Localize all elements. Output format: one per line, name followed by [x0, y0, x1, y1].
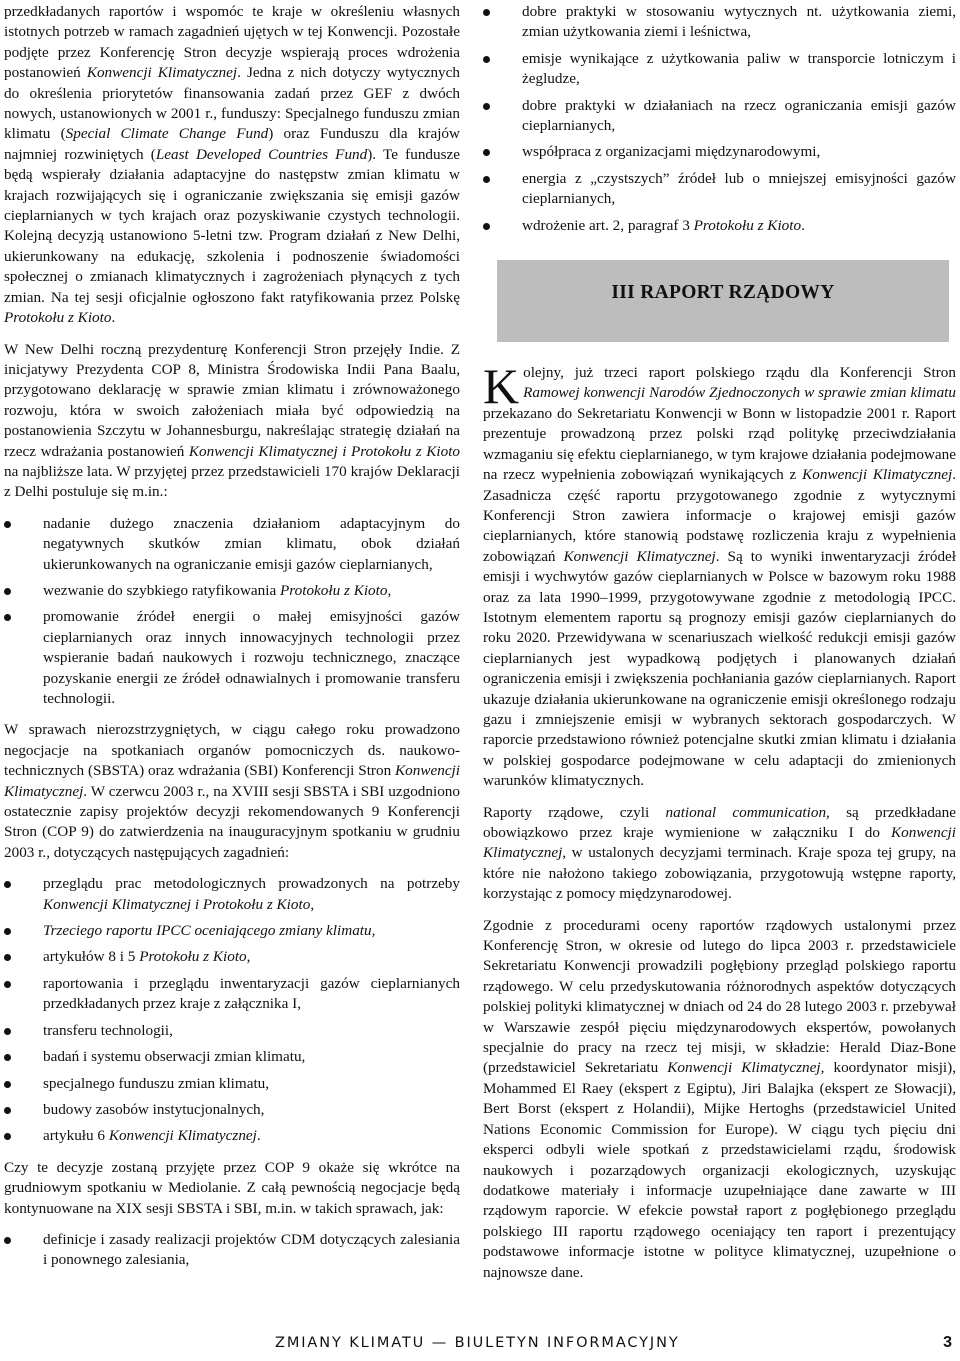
left-column: [4, 2, 460, 1282]
bullet-list: [483, 2, 956, 236]
list-item: definicje i zasady realizacji projektów CDM dotyczących zalesiania i ponownego zalesiania,: [4, 1230, 460, 1271]
list-item: emisje wynikające z użytkowania paliw w transporcie lotniczym i żegludze,: [483, 49, 956, 90]
bullet-list: [4, 874, 460, 1146]
section-header-box: [497, 260, 949, 342]
list-item: współpraca z organizacjami międzynarodowymi,: [483, 142, 956, 162]
bullet-list: [4, 1230, 460, 1271]
bullet-icon: [483, 56, 490, 63]
bullet-icon: [483, 176, 490, 183]
bullet-icon: [4, 881, 11, 888]
list-item: energia z „czystszych” źródeł lub o mniejszej emisyjności gazów cieplarnianych,: [483, 169, 956, 210]
list-item: przeglądu prac metodologicznych prowadzonych na potrzeby Konwencji Klimatycznej i Protokołu z Kioto,: [4, 874, 460, 915]
list-item: promowanie źródeł energii o małej emisyjności gazów cieplarnianych oraz innych innowacyjnych technologii przez wspieranie badań naukowych i rozwoju technicznego, znaczące pozyskanie energii ze źródeł odnawialnych i promowanie transferu technologii.: [4, 607, 460, 709]
bullet-icon: [4, 928, 11, 935]
bullet-icon: [4, 981, 11, 988]
list-item: badań i systemu obserwacji zmian klimatu,: [4, 1047, 460, 1067]
bullet-list: [4, 514, 460, 710]
paragraph: przedkładanych raportów i wspomóc te kraje w określeniu własnych istotnych potrzeb w ramach zagadnień ujętych w tej Konwencji. Pozostałe podjęte przez Konferencję Stron decyzje wspierają proces wdrożenia postanowień Konwencji Klimatycznej. Jedna z nich dotyczy wytycznych do określenia priorytetów finansowania zadań przez GEF z dwóch nowych, ustanowionych w 2001 r., funduszy: Specjalnego funduszu zmian klimatu (Special Climate Change Fund) oraz Funduszu dla krajów najmniej rozwiniętych (Least Developed Countries Fund). Te fundusze będą wspierały działania adaptacyjne do następstw zmian klimatu w krajach rozwijających się i ograniczanie zwiększania się emisji gazów cieplarnianych w tych krajach oraz pozyskiwanie czystych technologii. Kolejną decyzją ustanowiono 5-letni tzw. Program działań z New Delhi, ukierunkowany na edukację, szkolenia i podnoszenie świadomości społecznej o zmianach klimatycznych i zagrożeniach płynących z tych zmian. Na tej sesji oficjalnie ogłoszono fakt ratyfikowania przez Polskę Protokołu z Kioto.: [4, 3, 460, 327]
list-item: dobre praktyki w działaniach na rzecz ograniczania emisji gazów cieplarnianych,: [483, 96, 956, 137]
paragraph: Czy te decyzje zostaną przyjęte przez COP 9 okaże się wkrótce na grudniowym spotkaniu w Mediolanie. Z całą pewnością negocjacje będą kontynuowane na XIX sesji SBSTA i SBI, m.in. w takich sprawach, jak:: [4, 1158, 460, 1217]
right-column: [483, 2, 956, 1294]
bullet-icon: [4, 521, 11, 528]
bullet-icon: [4, 588, 11, 595]
list-item: artykułów 8 i 5 Protokołu z Kioto,: [4, 947, 460, 967]
bullet-icon: [483, 223, 490, 230]
paragraph: W New Delhi roczną prezydenturę Konferencji Stron przejęły Indie. Z inicjatywy Prezydenta COP 8, Ministra Środowiska Indii Pana Baalu, przygotowano deklarację w sprawie zmian klimatu i zrównoważonego rozwoju, która w swoich założeniach miała być odpowiedzią na postanowienia Szczytu w Johannesburgu, nakreślając strategię działań na rzecz wdrażania postanowień Konwencji Klimatycznej i Protokołu z Kioto na najbliższe lata. W przyjętej przez przedstawicieli 170 krajów Deklaracji z Delhi postuluje się m.in.:: [4, 340, 461, 501]
section-title: III RAPORT RZĄDOWY: [611, 282, 835, 304]
paragraph: W sprawach nierozstrzygniętych, w ciągu całego roku prowadzono negocjacje na spotkaniach organów pomocniczych ds. naukowo-technicznych (SBSTA) oraz wdrażania (SBI) Konferencji Stron Konwencji Klimatycznej. W czerwcu 2003 r., na XVIII sesji SBSTA i SBI uzgodniono ostatecznie zapisy projektów decyzji rekomendowanych 9 Konferencji Stron (COP 9) do zatwierdzenia na inauguracyjnym spotkaniu w grudniu 2003 r., dotyczących następujących zagadnień:: [4, 721, 460, 861]
bullet-icon: [4, 954, 11, 961]
bullet-icon: [483, 9, 490, 16]
list-item: transferu technologii,: [4, 1021, 460, 1041]
bullet-icon: [4, 1107, 11, 1114]
list-item: dobre praktyki w stosowaniu wytycznych nt. użytkowania ziemi, zmian użytkowania ziemi i leśnictwa,: [483, 2, 956, 43]
bullet-icon: [483, 149, 490, 156]
list-item: specjalnego funduszu zmian klimatu,: [4, 1074, 460, 1094]
list-item: budowy zasobów instytucjonalnych,: [4, 1100, 460, 1120]
bullet-icon: [4, 1133, 11, 1140]
paragraph: Raporty rządowe, czyli national communication, są przedkładane obowiązkowo przez kraje wymienione w załączniku I do Konwencji Klimatycznej, w ustalonych decyzjami terminach. Kraje spoza tej grupy, na które nie nałożono takiego zobowiązania, przygotowują wstępne raporty, korzystając z pomocy międzynarodowej.: [483, 803, 956, 903]
paragraph-with-dropcap: [483, 358, 957, 792]
dropcap: K: [483, 358, 520, 415]
page-footer: [0, 1335, 960, 1357]
list-item: artykułu 6 Konwencji Klimatycznej.: [4, 1126, 460, 1146]
bullet-icon: [4, 1237, 11, 1244]
bullet-icon: [4, 1028, 11, 1035]
list-item: wezwanie do szybkiego ratyfikowania Protokołu z Kioto,: [4, 581, 460, 601]
page-number: 3: [943, 1334, 952, 1351]
paragraph: Zgodnie z procedurami oceny raportów rządowych ustalonymi przez Konferencję Stron, w okresie od lutego do lipca 2003 r. przedstawiciele Sekretariatu Konwencji prowadzili pogłębiony przegląd polskiego raportu rządowego. W celu przedyskutowania różnorodnych aspektów dotyczących polskiej polityki klimatycznej w dniach od 24 do 28 lutego 2003 r. przebywał w Warszawie zespół pięciu międzynarodowych ekspertów, powołanych specjalnie do pracy na rzecz tej misji, w składzie: Herald Diaz-Bone (przedstawiciel Sekretariatu Konwencji Klimatycznej, koordynator misji), Mohammed El Raey (ekspert z Egiptu), Jiri Balajka (ekspert ze Słowacji), Bert Borst (ekspert z Holandii), Mijke Hertoghs (przedstawiciel United Nations Economic Commission for Europe). W ciągu tych pięciu dni eksperci odbyli wiele spotkań z przedstawicielami rządu, środowisk naukowych i pozarządowych organizacji ekologicznych, uzyskując dodatkowe materiały i informacje uzupełniające dane zawarte w III rządowym raporcie. W efekcie powstał raport z pogłębionego przeglądu polskiego III raportu rządowego oceniający ten raport i prezentujący podstawowe informacje istotne w polityce klimatycznej, uzupełnione o najnowsze dane.: [483, 916, 957, 1281]
list-item: Trzeciego raportu IPCC oceniającego zmiany klimatu,: [4, 921, 460, 941]
bullet-icon: [4, 614, 11, 621]
bullet-icon: [483, 103, 490, 110]
list-item: raportowania i przeglądu inwentaryzacji gazów cieplarnianych przedkładanych przez kraje z załącznika I,: [4, 974, 460, 1015]
bullet-icon: [4, 1054, 11, 1061]
bullet-icon: [4, 1081, 11, 1088]
paragraph-text: olejny, już trzeci raport polskiego rządu dla Konferencji Stron Ramowej konwencji Narodów Zjednoczonych w sprawie zmian klimatu przekazano do Sekretariatu Konwencji w Bonn w listopadzie 2001 r. Raport prezentuje prowadzoną przez polski rząd politykę przeciwdziałania wzmaganiu się efektu cieplarnianego, w tym krajowe działania podejmowane na rzecz wypełnienia zobowiązań wynikających z Konwencji Klimatycznej. Zasadnicza część raportu przygotowanego zgodnie z wytycznymi Konferencji Stron zawiera informacje o krajowej emisji gazów cieplarnianych, które stanowią podstawę rozliczenia kraju z wypełnienia zobowiązań Konwencji Klimatycznej. Są to wyniki inwentaryzacji źródeł emisji i wychwytów gazów cieplarnianych w Polsce w bazowym roku 1988 oraz za lata 1990–1999, przygotowywane zgodnie z metodologią IPCC. Istotnym elementem raportu są prognozy emisji gazów cieplarnianych do roku 2020. Przewidywana w scenariuszach wielkość redukcji emisji gazów cieplarnianych jest wypadkową podjętych i planowanych działań ograniczenia emisji i zwiększenia pochłaniania gazów cieplarnianych. Raport ukazuje działania ukierunkowane na ograniczenie emisji określonego rodzaju gazu i zmniejszenie emisji w wybranych sektorach gospodarczych. W raporcie przedstawiono również potencjalne skutki zmian klimatu i działania w polskiej gospodarce podejmowane w celu adaptacji do zmienionych warunków klimatycznych.: [483, 364, 957, 790]
footer-title: ZMIANY KLIMATU — BIULETYN INFORMACYJNY: [275, 1335, 680, 1351]
list-item: nadanie dużego znaczenia działaniom adaptacyjnym do negatywnych skutków zmian klimatu, obok działań ukierunkowanych na ograniczanie emisji gazów cieplarnianych,: [4, 514, 460, 575]
list-item: wdrożenie art. 2, paragraf 3 Protokołu z Kioto.: [483, 216, 956, 236]
